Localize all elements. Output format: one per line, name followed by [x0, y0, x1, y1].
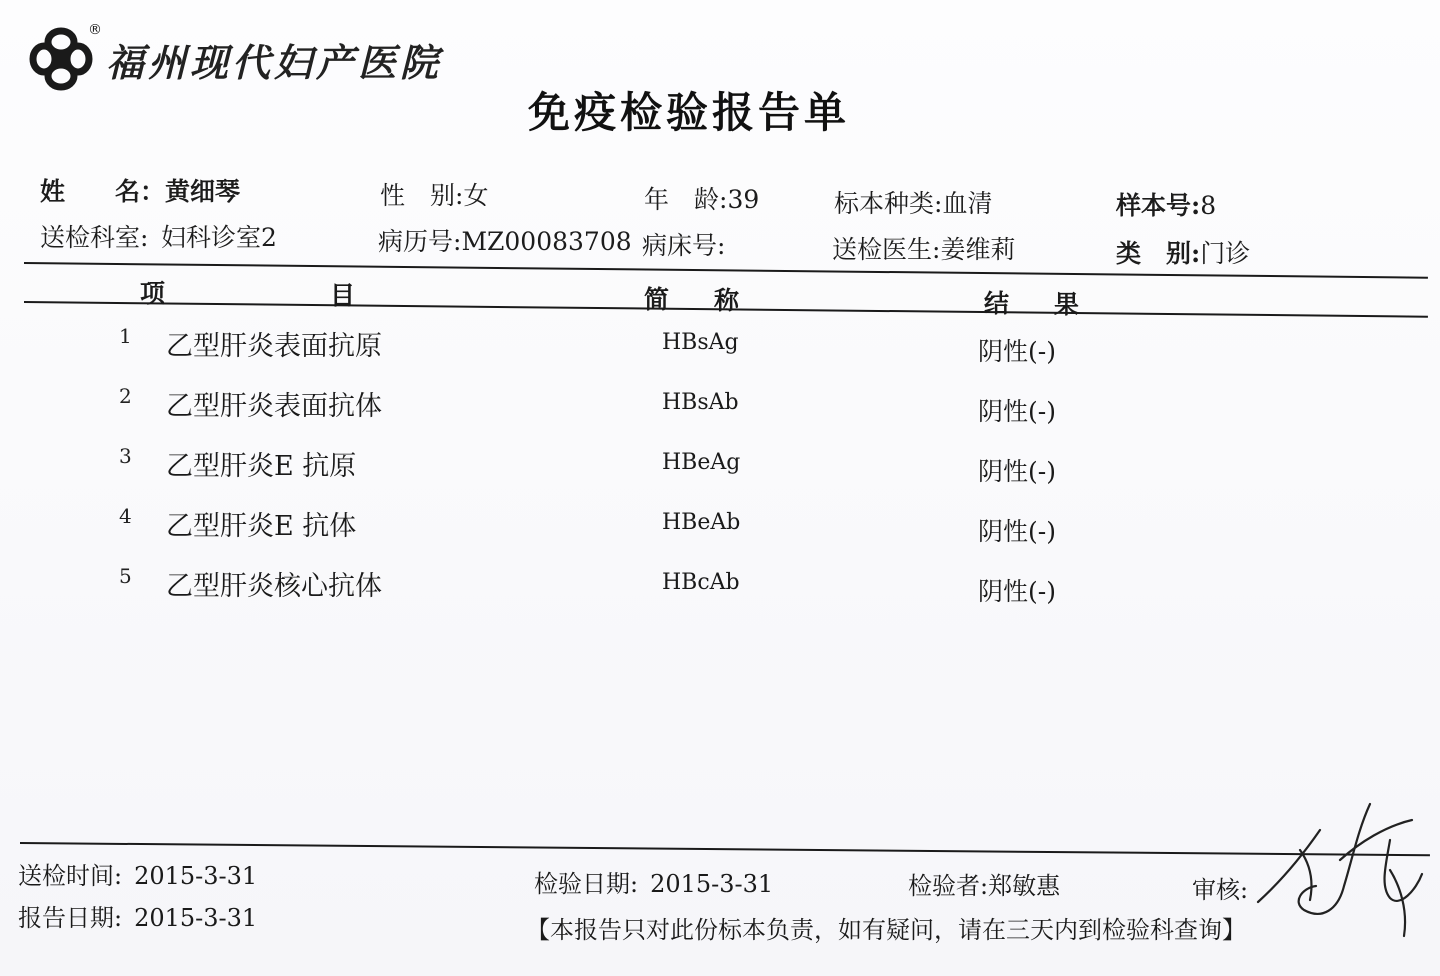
header-abbr-second: 称 — [714, 286, 740, 315]
reviewer-signature — [1240, 790, 1430, 940]
sample-no-label: 样本号: — [1116, 191, 1201, 220]
category-value: 门诊 — [1200, 239, 1251, 268]
tester-value: 郑敏惠 — [988, 872, 1061, 900]
report-notice: 【本报告只对此份标本负责，如有疑问，请在三天内到检验科查询】 — [526, 916, 1246, 944]
record-no-value: MZ00083708 — [461, 227, 632, 256]
specimen-type-value: 血清 — [942, 189, 993, 218]
sample-no-field — [1116, 186, 1216, 222]
header-item-second: 目 — [330, 281, 356, 310]
row-abbr: HBsAb — [662, 390, 739, 415]
patient-name-value: 黄细琴 — [165, 177, 241, 206]
submit-time-label: 送检时间: — [18, 862, 123, 890]
sample-no-value: 8 — [1200, 191, 1217, 220]
dept-field — [40, 218, 277, 254]
hospital-name: 福州现代妇产医院 — [106, 39, 443, 85]
row-item: 乙型肝炎核心抗体 — [166, 571, 382, 602]
dept-label: 送检科室: — [40, 223, 149, 252]
specimen-type-field — [834, 184, 992, 220]
submit-time-field — [18, 856, 257, 891]
row-number: 4 — [119, 504, 132, 528]
report-date-label: 报告日期: — [18, 904, 123, 932]
record-no-label: 病历号: — [378, 227, 462, 256]
header-abbr-first: 简 — [644, 285, 670, 314]
patient-sex-label: 性 别: — [380, 181, 464, 210]
dept-value: 妇科诊室2 — [160, 223, 277, 252]
test-date-value: 2015-3-31 — [650, 870, 774, 898]
footer-rule — [20, 842, 1430, 856]
patient-age-label: 年 龄: — [644, 185, 728, 214]
patient-age-value: 39 — [727, 185, 760, 214]
registered-mark: ® — [88, 22, 102, 38]
specimen-type-label: 标本种类: — [834, 189, 943, 218]
category-label: 类 别: — [1116, 239, 1201, 268]
report-date-field — [18, 898, 257, 933]
row-abbr: HBcAb — [662, 570, 740, 595]
test-date-field — [534, 864, 773, 899]
row-result: 阴性(-) — [978, 457, 1056, 486]
hospital-flower-logo-icon — [26, 24, 96, 94]
row-result: 阴性(-) — [978, 517, 1056, 546]
row-abbr: HBeAb — [662, 510, 741, 535]
row-item: 乙型肝炎E 抗体 — [166, 511, 357, 542]
row-number: 3 — [119, 444, 132, 468]
row-number: 1 — [119, 324, 132, 348]
row-item: 乙型肝炎表面抗原 — [166, 331, 382, 362]
row-number: 5 — [119, 564, 132, 588]
row-item: 乙型肝炎E 抗原 — [166, 451, 357, 482]
category-field — [1116, 234, 1250, 270]
row-abbr: HBsAg — [662, 330, 739, 355]
patient-sex-value: 女 — [463, 181, 489, 210]
submit-time-value: 2015-3-31 — [134, 862, 258, 890]
patient-name-field — [40, 172, 240, 208]
tester-label: 检验者: — [908, 872, 989, 900]
row-result: 阴性(-) — [978, 577, 1056, 606]
report-title: 免疫检验报告单 — [528, 88, 851, 137]
doctor-label: 送检医生: — [832, 235, 941, 264]
bed-no-label: 病床号: — [642, 231, 726, 260]
row-number: 2 — [119, 384, 132, 408]
row-abbr: HBeAg — [662, 450, 741, 475]
patient-age-field — [644, 180, 759, 216]
test-date-label: 检验日期: — [534, 870, 639, 898]
header-result-second: 果 — [1054, 290, 1080, 319]
row-result: 阴性(-) — [978, 337, 1056, 366]
patient-name-label: 姓 名： — [40, 177, 166, 206]
doctor-field — [832, 230, 1015, 266]
report-date-value: 2015-3-31 — [134, 904, 258, 932]
record-no-field — [378, 222, 632, 258]
patient-sex-field — [380, 176, 488, 212]
reviewer-label: 审核: — [1192, 876, 1249, 904]
row-result: 阴性(-) — [978, 397, 1056, 426]
header-result-first: 结 — [984, 289, 1010, 318]
bed-no-field — [642, 226, 725, 262]
doctor-value: 姜维莉 — [940, 235, 1016, 264]
header-item-first: 项 — [140, 279, 166, 308]
row-item: 乙型肝炎表面抗体 — [166, 391, 382, 422]
tester-field — [908, 866, 1060, 901]
